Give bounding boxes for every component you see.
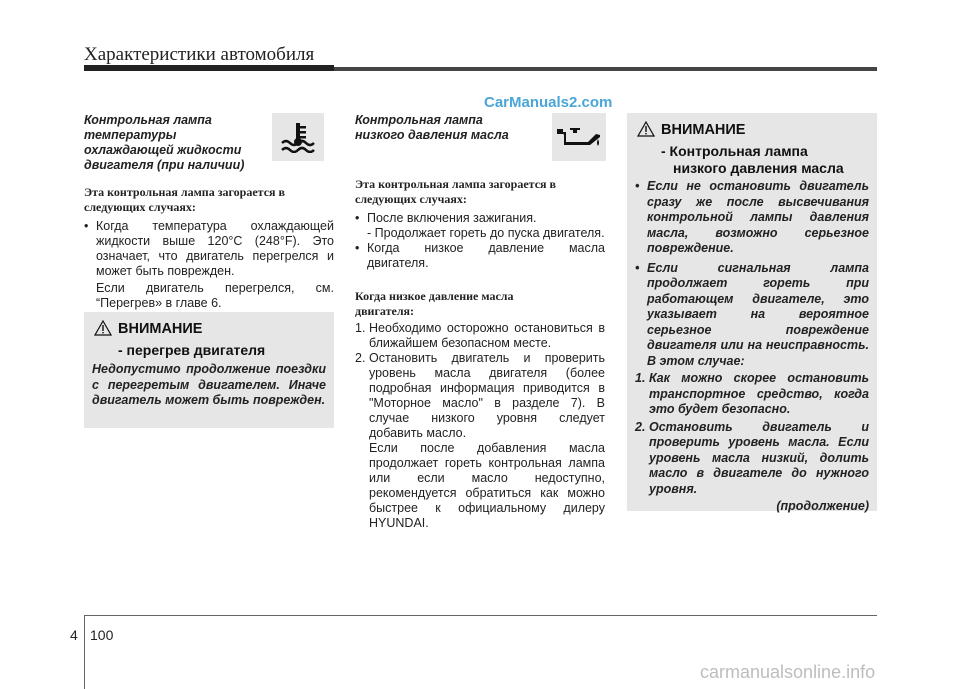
warning-continued: (продолжение)	[776, 499, 869, 513]
page-number: 100	[90, 627, 114, 643]
oil-heading: Контрольная лампа низкого давления масла	[355, 113, 509, 142]
coolant-bullet: • Когда температура охлаждающей жидкости выше 120°C (248°F). Это означает, что двигатель перегрелся и может быть поврежден.	[84, 219, 334, 279]
coolant-subheading: Эта контрольная лампа загорается в следующих случаях:	[84, 185, 286, 214]
chapter-number: 4	[70, 627, 78, 643]
warning-triangle-icon	[637, 121, 655, 137]
warning-triangle-icon	[94, 320, 112, 336]
warning-title: ВНИМАНИЕ	[661, 122, 746, 138]
warning-body: Недопустимо продолжение поездки с перегретым двигателем. Иначе двигатель может быть поврежден.	[92, 362, 326, 407]
warning-bullet-2: • Если сигнальная лампа продолжает гореть при работающем двигателе, это указывает на вероятное серьезное повреждение двигателя или на неисправность. В этом случае:	[635, 261, 869, 370]
oil-bullet-2: • Когда низкое давление масла двигателя.	[355, 241, 605, 271]
footer-rule	[84, 615, 877, 616]
footer-vline	[84, 615, 85, 689]
page-header-title: Характеристики автомобиля	[84, 44, 315, 65]
warning-subtitle-1: - Контрольная лампа	[661, 143, 808, 159]
coolant-para: Если двигатель перегрелся, см. “Перегрев» в главе 6.	[96, 281, 334, 310]
warning-box-overheat	[84, 312, 334, 428]
column-oil-pressure	[355, 113, 605, 531]
oil-subheading: Эта контрольная лампа загорается в следующих случаях:	[355, 177, 557, 206]
warning-item-1: 1. Как можно скорее остановить транспортное средство, когда это будет безопасно.	[635, 371, 869, 416]
watermark-top: CarManuals2.com	[484, 94, 613, 111]
watermark-bottom: carmanualsonline.info	[700, 662, 876, 682]
oil-pressure-lamp-icon	[552, 113, 606, 161]
oil-item-2: 2. Остановить двигатель и проверить уровень масла двигателя (более подробная информация приводится в "Моторное масло" в разделе 7). В случае низкого уровня следует добавить масло.	[355, 351, 605, 440]
warning-subtitle: - перегрев двигателя	[118, 342, 266, 358]
warning-box-oil-pressure	[627, 113, 877, 511]
warning-item-2: 2. Остановить двигатель и проверить уровень масла. Если уровень масла низкий, долить масло в двигателе до нужного уровня.	[635, 419, 869, 496]
oil-item-2-para: Если после добавления масла продолжает гореть контрольная лампа или если масло недоступно, рекомендуется обратиться как можно быстрее к официальному дилеру HYUNDAI.	[369, 441, 605, 530]
coolant-heading: Контрольная лампа температуры охлаждающей жидкости двигателя (при наличии)	[84, 113, 245, 172]
oil-item-1: 1. Необходимо осторожно остановиться в ближайшем безопасном месте.	[355, 321, 605, 350]
oil-bullet-1-sub: - Продолжает гореть до пуска двигателя.	[367, 226, 605, 240]
oil-subheading-2: Когда низкое давление масла двигателя:	[355, 289, 514, 318]
warning-subtitle-2: низкого давления масла	[673, 160, 844, 176]
oil-bullet-1: • После включения зажигания.	[355, 211, 605, 226]
warning-content	[635, 179, 869, 515]
header-rule-accent	[84, 65, 334, 71]
coolant-temp-lamp-icon	[272, 113, 324, 161]
warning-bullet-1: • Если не остановить двигатель сразу же после высвечивания контрольной лампы давления масла, возможно серьезное повреждение.	[635, 179, 869, 257]
warning-title: ВНИМАНИЕ	[118, 321, 203, 337]
